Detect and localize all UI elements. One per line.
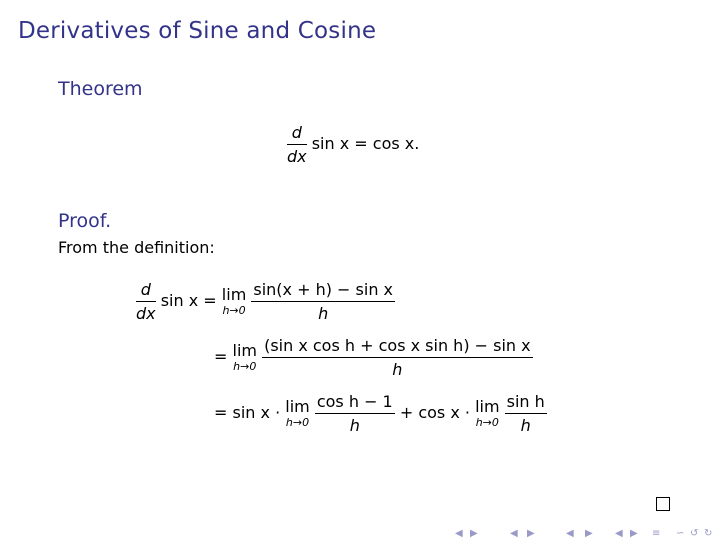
lim-subscript: h→0 — [475, 416, 499, 429]
line3-fraction-2 — [505, 392, 547, 435]
limit-operator — [222, 287, 246, 316]
lhs-frac-den: dx — [136, 304, 156, 323]
line2-num: (sin x cos h + cos x sin h) − sin x — [262, 336, 533, 358]
lim-op: lim — [232, 341, 257, 360]
lim-subscript: h→0 — [233, 360, 257, 373]
line3-den1: h — [349, 416, 360, 435]
nav-next-icon[interactable]: ▶ — [630, 528, 638, 539]
lhs-function: sin x — [160, 291, 199, 310]
line2-fraction — [262, 336, 533, 379]
line3-fraction-1 — [315, 392, 395, 435]
nav-search-icon[interactable]: ∽ — [676, 528, 685, 539]
nav-prev-frame-icon[interactable]: ◀ — [455, 528, 463, 539]
proof-label: Proof. — [58, 210, 112, 232]
line3-num1: cos h − 1 — [315, 392, 395, 414]
nav-next-section-icon[interactable]: ▶ — [585, 528, 593, 539]
proof-intro: From the definition: — [58, 238, 215, 257]
theorem-label: Theorem — [58, 78, 143, 100]
equals-sign: = — [214, 347, 228, 366]
equals-sign: = — [214, 403, 228, 422]
theorem-formula — [287, 123, 419, 166]
line1-den: h — [318, 304, 329, 323]
nav-next-subsection-icon[interactable]: ▶ — [527, 528, 535, 539]
qed-square-icon — [656, 497, 670, 511]
limit-operator — [233, 343, 257, 372]
nav-next-frame-icon[interactable]: ▶ — [470, 528, 478, 539]
lim-subscript: h→0 — [285, 416, 310, 429]
nav-prev-section-icon[interactable]: ◀ — [566, 528, 574, 539]
lim-op: lim — [475, 397, 500, 416]
limit-operator — [285, 399, 309, 428]
lim-op: lim — [285, 397, 310, 416]
line3-num2: sin h — [505, 392, 547, 414]
line1-num: sin(x + h) − sin x — [251, 280, 395, 302]
line3-term-a: sin x · — [232, 403, 281, 422]
proof-line-1 — [136, 280, 395, 323]
nav-prev-icon[interactable]: ◀ — [615, 528, 623, 539]
line2-den: h — [392, 360, 403, 379]
lhs-frac-num: d — [136, 280, 156, 302]
nav-back-icon[interactable]: ↺ — [690, 528, 699, 539]
theorem-frac-den: dx — [287, 147, 307, 166]
frame-title: Derivatives of Sine and Cosine — [18, 18, 377, 44]
theorem-frac-num: d — [287, 123, 307, 145]
equals-sign: = — [203, 291, 217, 310]
theorem-fraction — [287, 123, 307, 166]
line3-term-b: + cos x · — [399, 403, 470, 422]
limit-operator — [475, 399, 499, 428]
lim-op: lim — [221, 285, 247, 304]
nav-prev-subsection-icon[interactable]: ◀ — [510, 528, 518, 539]
theorem-rhs: sin x = cos x. — [311, 134, 420, 153]
nav-forward-icon[interactable]: ↻ — [704, 528, 713, 539]
proof-line-3 — [214, 392, 547, 435]
proof-line-2 — [214, 336, 533, 379]
line3-den2: h — [520, 416, 531, 435]
lhs-fraction — [136, 280, 156, 323]
line1-fraction — [251, 280, 395, 323]
nav-menu-icon[interactable]: ≡ — [652, 528, 661, 539]
lim-subscript: h→0 — [222, 304, 246, 317]
